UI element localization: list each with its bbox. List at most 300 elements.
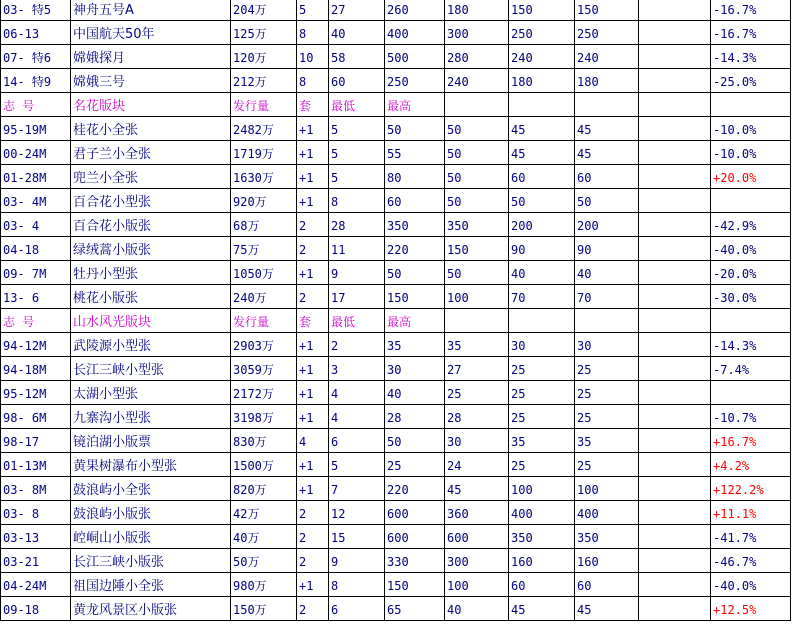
set-count-cell[interactable]: +1 bbox=[297, 357, 329, 381]
stamp-name-cell[interactable]: 桂花小全张 bbox=[71, 117, 231, 141]
high-price-cell[interactable]: 28 bbox=[385, 405, 445, 429]
blank-cell[interactable] bbox=[639, 549, 711, 573]
price-col7-cell[interactable]: 240 bbox=[445, 69, 509, 93]
price-col7-cell[interactable]: 30 bbox=[445, 429, 509, 453]
low-price-cell[interactable]: 8 bbox=[329, 189, 385, 213]
stamp-name-cell[interactable]: 长江三峡小版张 bbox=[71, 549, 231, 573]
high-price-cell[interactable]: 最高 bbox=[385, 309, 445, 333]
set-count-cell[interactable]: 2 bbox=[297, 525, 329, 549]
issue-number-cell[interactable]: 94-12M bbox=[1, 333, 71, 357]
price-col7-cell[interactable]: 50 bbox=[445, 189, 509, 213]
low-price-cell[interactable]: 60 bbox=[329, 69, 385, 93]
circulation-cell[interactable]: 2172万 bbox=[231, 381, 297, 405]
set-count-cell[interactable]: 8 bbox=[297, 69, 329, 93]
high-price-cell[interactable]: 150 bbox=[385, 573, 445, 597]
set-count-cell[interactable]: 2 bbox=[297, 213, 329, 237]
stamp-name-cell[interactable]: 中国航天50年 bbox=[71, 21, 231, 45]
low-price-cell[interactable]: 9 bbox=[329, 261, 385, 285]
table-row bbox=[1, 117, 791, 141]
price-col7-cell[interactable]: 100 bbox=[445, 285, 509, 309]
high-price-cell[interactable]: 350 bbox=[385, 213, 445, 237]
stamp-name-cell[interactable]: 太湖小型张 bbox=[71, 381, 231, 405]
low-price-cell[interactable]: 11 bbox=[329, 237, 385, 261]
price-col9-cell[interactable]: 40 bbox=[575, 261, 639, 285]
stamp-name-cell[interactable]: 武陵源小型张 bbox=[71, 333, 231, 357]
change-percent-cell[interactable] bbox=[711, 93, 791, 117]
change-percent-cell[interactable]: +4.2% bbox=[711, 453, 791, 477]
issue-number-cell[interactable]: 14- 特9 bbox=[1, 69, 71, 93]
stamp-name-cell[interactable]: 九寨沟小型张 bbox=[71, 405, 231, 429]
circulation-cell[interactable]: 980万 bbox=[231, 573, 297, 597]
stamp-name-cell[interactable]: 祖国边陲小全张 bbox=[71, 573, 231, 597]
set-count-cell[interactable]: 2 bbox=[297, 549, 329, 573]
change-percent-cell[interactable]: +122.2% bbox=[711, 477, 791, 501]
price-col9-cell[interactable]: 60 bbox=[575, 573, 639, 597]
circulation-cell[interactable]: 150万 bbox=[231, 597, 297, 621]
low-price-cell[interactable]: 6 bbox=[329, 429, 385, 453]
price-col9-cell[interactable]: 25 bbox=[575, 357, 639, 381]
set-count-cell[interactable]: +1 bbox=[297, 405, 329, 429]
circulation-cell[interactable]: 1500万 bbox=[231, 453, 297, 477]
price-col8-cell[interactable]: 30 bbox=[509, 333, 575, 357]
price-col7-cell[interactable]: 50 bbox=[445, 117, 509, 141]
stamp-name-cell[interactable]: 黄龙风景区小版张 bbox=[71, 597, 231, 621]
blank-cell[interactable] bbox=[639, 213, 711, 237]
blank-cell[interactable] bbox=[639, 93, 711, 117]
price-col9-cell[interactable]: 70 bbox=[575, 285, 639, 309]
price-col7-cell[interactable]: 360 bbox=[445, 501, 509, 525]
price-col7-cell[interactable]: 100 bbox=[445, 573, 509, 597]
change-percent-cell[interactable]: -10.0% bbox=[711, 141, 791, 165]
price-col7-cell[interactable] bbox=[445, 309, 509, 333]
high-price-cell[interactable]: 55 bbox=[385, 141, 445, 165]
price-col9-cell[interactable]: 25 bbox=[575, 381, 639, 405]
blank-cell[interactable] bbox=[639, 453, 711, 477]
price-col9-cell[interactable]: 50 bbox=[575, 189, 639, 213]
price-col8-cell[interactable]: 45 bbox=[509, 141, 575, 165]
price-col7-cell[interactable]: 35 bbox=[445, 333, 509, 357]
change-percent-cell[interactable]: -10.0% bbox=[711, 117, 791, 141]
price-col8-cell[interactable]: 90 bbox=[509, 237, 575, 261]
issue-number-cell[interactable]: 01-28M bbox=[1, 165, 71, 189]
high-price-cell[interactable]: 50 bbox=[385, 117, 445, 141]
issue-number-cell[interactable]: 95-19M bbox=[1, 117, 71, 141]
stamp-name-cell[interactable]: 崆峒山小版张 bbox=[71, 525, 231, 549]
low-price-cell[interactable]: 17 bbox=[329, 285, 385, 309]
stamp-name-cell[interactable]: 嫦娥三号 bbox=[71, 69, 231, 93]
price-col9-cell[interactable]: 250 bbox=[575, 21, 639, 45]
low-price-cell[interactable]: 5 bbox=[329, 141, 385, 165]
circulation-cell[interactable]: 920万 bbox=[231, 189, 297, 213]
blank-cell[interactable] bbox=[639, 573, 711, 597]
blank-cell[interactable] bbox=[639, 189, 711, 213]
stamp-name-cell[interactable]: 黄果树瀑布小型张 bbox=[71, 453, 231, 477]
high-price-cell[interactable]: 50 bbox=[385, 261, 445, 285]
price-col8-cell[interactable]: 25 bbox=[509, 453, 575, 477]
blank-cell[interactable] bbox=[639, 69, 711, 93]
price-col9-cell[interactable]: 100 bbox=[575, 477, 639, 501]
change-percent-cell[interactable] bbox=[711, 189, 791, 213]
blank-cell[interactable] bbox=[639, 477, 711, 501]
set-count-cell[interactable]: 5 bbox=[297, 0, 329, 21]
stamp-name-cell[interactable]: 鼓浪屿小全张 bbox=[71, 477, 231, 501]
high-price-cell[interactable]: 60 bbox=[385, 189, 445, 213]
price-col8-cell[interactable]: 240 bbox=[509, 45, 575, 69]
price-col8-cell[interactable]: 250 bbox=[509, 21, 575, 45]
circulation-cell[interactable]: 2903万 bbox=[231, 333, 297, 357]
high-price-cell[interactable]: 80 bbox=[385, 165, 445, 189]
high-price-cell[interactable]: 330 bbox=[385, 549, 445, 573]
circulation-cell[interactable]: 2482万 bbox=[231, 117, 297, 141]
price-col7-cell[interactable]: 25 bbox=[445, 381, 509, 405]
stamp-name-cell[interactable]: 鼓浪屿小版张 bbox=[71, 501, 231, 525]
set-count-cell[interactable]: +1 bbox=[297, 573, 329, 597]
price-col9-cell[interactable]: 160 bbox=[575, 549, 639, 573]
price-col9-cell[interactable]: 30 bbox=[575, 333, 639, 357]
blank-cell[interactable] bbox=[639, 141, 711, 165]
change-percent-cell[interactable]: -40.0% bbox=[711, 237, 791, 261]
high-price-cell[interactable]: 30 bbox=[385, 357, 445, 381]
price-col8-cell[interactable]: 60 bbox=[509, 165, 575, 189]
change-percent-cell[interactable]: -14.3% bbox=[711, 45, 791, 69]
price-col7-cell[interactable]: 350 bbox=[445, 213, 509, 237]
issue-number-cell[interactable]: 98- 6M bbox=[1, 405, 71, 429]
price-col9-cell[interactable]: 90 bbox=[575, 237, 639, 261]
issue-number-cell[interactable]: 03-21 bbox=[1, 549, 71, 573]
circulation-cell[interactable]: 212万 bbox=[231, 69, 297, 93]
price-col9-cell[interactable]: 35 bbox=[575, 429, 639, 453]
change-percent-cell[interactable]: -20.0% bbox=[711, 261, 791, 285]
price-col8-cell[interactable]: 150 bbox=[509, 0, 575, 21]
table-row bbox=[1, 453, 791, 477]
price-col9-cell[interactable]: 400 bbox=[575, 501, 639, 525]
price-col7-cell[interactable]: 50 bbox=[445, 141, 509, 165]
stamp-name-cell[interactable]: 绿绒蒿小版张 bbox=[71, 237, 231, 261]
price-col7-cell[interactable]: 300 bbox=[445, 549, 509, 573]
stamp-name-cell[interactable]: 神舟五号A bbox=[71, 0, 231, 21]
low-price-cell[interactable]: 28 bbox=[329, 213, 385, 237]
price-col7-cell[interactable]: 40 bbox=[445, 597, 509, 621]
change-percent-cell[interactable] bbox=[711, 381, 791, 405]
section-header-row bbox=[1, 309, 791, 333]
low-price-cell[interactable]: 最低 bbox=[329, 309, 385, 333]
set-count-cell[interactable]: 4 bbox=[297, 429, 329, 453]
high-price-cell[interactable]: 25 bbox=[385, 453, 445, 477]
circulation-cell[interactable]: 1630万 bbox=[231, 165, 297, 189]
issue-number-cell[interactable]: 07- 特6 bbox=[1, 45, 71, 69]
change-percent-cell[interactable]: +12.5% bbox=[711, 597, 791, 621]
circulation-cell[interactable]: 820万 bbox=[231, 477, 297, 501]
price-col7-cell[interactable]: 45 bbox=[445, 477, 509, 501]
change-percent-cell[interactable]: -46.7% bbox=[711, 549, 791, 573]
set-count-cell[interactable]: +1 bbox=[297, 453, 329, 477]
set-count-cell[interactable]: 2 bbox=[297, 597, 329, 621]
price-col9-cell[interactable]: 350 bbox=[575, 525, 639, 549]
stamp-name-cell[interactable]: 山水风光版块 bbox=[71, 309, 231, 333]
circulation-cell[interactable]: 3198万 bbox=[231, 405, 297, 429]
issue-number-cell[interactable]: 03- 4 bbox=[1, 213, 71, 237]
issue-number-cell[interactable]: 04-24M bbox=[1, 573, 71, 597]
set-count-cell[interactable]: +1 bbox=[297, 165, 329, 189]
low-price-cell[interactable]: 5 bbox=[329, 117, 385, 141]
change-percent-cell[interactable]: -42.9% bbox=[711, 213, 791, 237]
blank-cell[interactable] bbox=[639, 45, 711, 69]
blank-cell[interactable] bbox=[639, 357, 711, 381]
price-col7-cell[interactable]: 180 bbox=[445, 0, 509, 21]
issue-number-cell[interactable]: 00-24M bbox=[1, 141, 71, 165]
price-col7-cell[interactable] bbox=[445, 93, 509, 117]
price-col8-cell[interactable]: 45 bbox=[509, 597, 575, 621]
blank-cell[interactable] bbox=[639, 309, 711, 333]
high-price-cell[interactable]: 500 bbox=[385, 45, 445, 69]
price-col9-cell[interactable]: 45 bbox=[575, 597, 639, 621]
circulation-cell[interactable]: 204万 bbox=[231, 0, 297, 21]
table-row bbox=[1, 597, 791, 621]
set-count-cell[interactable]: +1 bbox=[297, 189, 329, 213]
low-price-cell[interactable]: 6 bbox=[329, 597, 385, 621]
stamp-name-cell[interactable]: 镜泊湖小版票 bbox=[71, 429, 231, 453]
circulation-cell[interactable]: 3059万 bbox=[231, 357, 297, 381]
high-price-cell[interactable]: 220 bbox=[385, 237, 445, 261]
low-price-cell[interactable]: 5 bbox=[329, 453, 385, 477]
blank-cell[interactable] bbox=[639, 165, 711, 189]
low-price-cell[interactable]: 7 bbox=[329, 477, 385, 501]
stamp-name-cell[interactable]: 嫦娥探月 bbox=[71, 45, 231, 69]
change-percent-cell[interactable]: -7.4% bbox=[711, 357, 791, 381]
issue-number-cell[interactable]: 98-17 bbox=[1, 429, 71, 453]
table-row bbox=[1, 285, 791, 309]
low-price-cell[interactable]: 12 bbox=[329, 501, 385, 525]
low-price-cell[interactable]: 58 bbox=[329, 45, 385, 69]
issue-number-cell[interactable]: 06-13 bbox=[1, 21, 71, 45]
high-price-cell[interactable]: 600 bbox=[385, 501, 445, 525]
set-count-cell[interactable]: +1 bbox=[297, 117, 329, 141]
price-col7-cell[interactable]: 27 bbox=[445, 357, 509, 381]
stamp-name-cell[interactable]: 牡丹小型张 bbox=[71, 261, 231, 285]
blank-cell[interactable] bbox=[639, 285, 711, 309]
high-price-cell[interactable]: 400 bbox=[385, 21, 445, 45]
change-percent-cell[interactable]: -41.7% bbox=[711, 525, 791, 549]
blank-cell[interactable] bbox=[639, 501, 711, 525]
table-row bbox=[1, 501, 791, 525]
circulation-cell[interactable]: 75万 bbox=[231, 237, 297, 261]
price-col8-cell[interactable]: 25 bbox=[509, 381, 575, 405]
high-price-cell[interactable]: 40 bbox=[385, 381, 445, 405]
low-price-cell[interactable]: 8 bbox=[329, 573, 385, 597]
price-col8-cell[interactable]: 40 bbox=[509, 261, 575, 285]
table-row bbox=[1, 0, 791, 21]
price-col8-cell[interactable]: 200 bbox=[509, 213, 575, 237]
price-col8-cell[interactable]: 70 bbox=[509, 285, 575, 309]
price-col9-cell[interactable]: 60 bbox=[575, 165, 639, 189]
high-price-cell[interactable]: 35 bbox=[385, 333, 445, 357]
circulation-cell[interactable]: 68万 bbox=[231, 213, 297, 237]
table-row bbox=[1, 477, 791, 501]
issue-number-cell[interactable]: 04-18 bbox=[1, 237, 71, 261]
price-col7-cell[interactable]: 28 bbox=[445, 405, 509, 429]
price-col8-cell[interactable]: 400 bbox=[509, 501, 575, 525]
issue-number-cell[interactable]: 03- 8M bbox=[1, 477, 71, 501]
price-col7-cell[interactable]: 50 bbox=[445, 165, 509, 189]
issue-number-cell[interactable]: 03- 8 bbox=[1, 501, 71, 525]
price-col8-cell[interactable]: 50 bbox=[509, 189, 575, 213]
high-price-cell[interactable]: 65 bbox=[385, 597, 445, 621]
table-row bbox=[1, 237, 791, 261]
issue-number-cell[interactable]: 03- 4M bbox=[1, 189, 71, 213]
circulation-cell[interactable]: 1719万 bbox=[231, 141, 297, 165]
high-price-cell[interactable]: 150 bbox=[385, 285, 445, 309]
issue-number-cell[interactable]: 13- 6 bbox=[1, 285, 71, 309]
circulation-cell[interactable]: 50万 bbox=[231, 549, 297, 573]
set-count-cell[interactable]: 10 bbox=[297, 45, 329, 69]
change-percent-cell[interactable]: -16.7% bbox=[711, 21, 791, 45]
set-count-cell[interactable]: 套 bbox=[297, 309, 329, 333]
high-price-cell[interactable]: 600 bbox=[385, 525, 445, 549]
issue-number-cell[interactable]: 94-18M bbox=[1, 357, 71, 381]
price-col9-cell[interactable]: 240 bbox=[575, 45, 639, 69]
change-percent-cell[interactable]: -40.0% bbox=[711, 573, 791, 597]
circulation-cell[interactable]: 发行量 bbox=[231, 93, 297, 117]
price-col9-cell[interactable] bbox=[575, 93, 639, 117]
circulation-cell[interactable]: 发行量 bbox=[231, 309, 297, 333]
price-col7-cell[interactable]: 150 bbox=[445, 237, 509, 261]
price-col9-cell[interactable]: 45 bbox=[575, 141, 639, 165]
table-row bbox=[1, 405, 791, 429]
low-price-cell[interactable]: 最低 bbox=[329, 93, 385, 117]
table-row bbox=[1, 141, 791, 165]
table-row bbox=[1, 525, 791, 549]
change-percent-cell[interactable]: -10.7% bbox=[711, 405, 791, 429]
circulation-cell[interactable]: 42万 bbox=[231, 501, 297, 525]
low-price-cell[interactable]: 4 bbox=[329, 381, 385, 405]
blank-cell[interactable] bbox=[639, 405, 711, 429]
price-col8-cell[interactable]: 60 bbox=[509, 573, 575, 597]
price-col8-cell[interactable]: 350 bbox=[509, 525, 575, 549]
set-count-cell[interactable]: 2 bbox=[297, 285, 329, 309]
set-count-cell[interactable]: +1 bbox=[297, 333, 329, 357]
issue-number-cell[interactable]: 03-13 bbox=[1, 525, 71, 549]
price-col9-cell[interactable]: 200 bbox=[575, 213, 639, 237]
price-col7-cell[interactable]: 600 bbox=[445, 525, 509, 549]
set-count-cell[interactable]: 套 bbox=[297, 93, 329, 117]
price-col8-cell[interactable]: 35 bbox=[509, 429, 575, 453]
blank-cell[interactable] bbox=[639, 0, 711, 21]
price-col7-cell[interactable]: 24 bbox=[445, 453, 509, 477]
price-col8-cell[interactable]: 160 bbox=[509, 549, 575, 573]
blank-cell[interactable] bbox=[639, 261, 711, 285]
set-count-cell[interactable]: +1 bbox=[297, 261, 329, 285]
change-percent-cell[interactable] bbox=[711, 309, 791, 333]
issue-number-cell[interactable]: 95-12M bbox=[1, 381, 71, 405]
set-count-cell[interactable]: 8 bbox=[297, 21, 329, 45]
blank-cell[interactable] bbox=[639, 597, 711, 621]
issue-number-cell[interactable]: 志 号 bbox=[1, 93, 71, 117]
issue-number-cell[interactable]: 09-18 bbox=[1, 597, 71, 621]
low-price-cell[interactable]: 40 bbox=[329, 21, 385, 45]
high-price-cell[interactable]: 260 bbox=[385, 0, 445, 21]
set-count-cell[interactable]: +1 bbox=[297, 477, 329, 501]
price-col8-cell[interactable] bbox=[509, 309, 575, 333]
stamp-name-cell[interactable]: 桃花小版张 bbox=[71, 285, 231, 309]
blank-cell[interactable] bbox=[639, 381, 711, 405]
price-col8-cell[interactable]: 45 bbox=[509, 117, 575, 141]
blank-cell[interactable] bbox=[639, 525, 711, 549]
set-count-cell[interactable]: +1 bbox=[297, 381, 329, 405]
low-price-cell[interactable]: 27 bbox=[329, 0, 385, 21]
price-col8-cell[interactable]: 25 bbox=[509, 357, 575, 381]
price-col8-cell[interactable]: 25 bbox=[509, 405, 575, 429]
change-percent-cell[interactable]: -30.0% bbox=[711, 285, 791, 309]
price-col9-cell[interactable]: 150 bbox=[575, 0, 639, 21]
price-col9-cell[interactable] bbox=[575, 309, 639, 333]
high-price-cell[interactable]: 220 bbox=[385, 477, 445, 501]
circulation-cell[interactable]: 125万 bbox=[231, 21, 297, 45]
blank-cell[interactable] bbox=[639, 21, 711, 45]
high-price-cell[interactable]: 50 bbox=[385, 429, 445, 453]
change-percent-cell[interactable]: -14.3% bbox=[711, 333, 791, 357]
circulation-cell[interactable]: 120万 bbox=[231, 45, 297, 69]
price-col9-cell[interactable]: 180 bbox=[575, 69, 639, 93]
blank-cell[interactable] bbox=[639, 333, 711, 357]
blank-cell[interactable] bbox=[639, 117, 711, 141]
circulation-cell[interactable]: 1050万 bbox=[231, 261, 297, 285]
price-col9-cell[interactable]: 45 bbox=[575, 117, 639, 141]
price-col8-cell[interactable] bbox=[509, 93, 575, 117]
circulation-cell[interactable]: 830万 bbox=[231, 429, 297, 453]
issue-number-cell[interactable]: 03- 特5 bbox=[1, 0, 71, 21]
price-col9-cell[interactable]: 25 bbox=[575, 405, 639, 429]
change-percent-cell[interactable]: +11.1% bbox=[711, 501, 791, 525]
stamp-name-cell[interactable]: 名花版块 bbox=[71, 93, 231, 117]
set-count-cell[interactable]: +1 bbox=[297, 141, 329, 165]
circulation-cell[interactable]: 240万 bbox=[231, 285, 297, 309]
set-count-cell[interactable]: 2 bbox=[297, 501, 329, 525]
table-row bbox=[1, 333, 791, 357]
issue-number-cell[interactable]: 01-13M bbox=[1, 453, 71, 477]
stamp-name-cell[interactable]: 百合花小型张 bbox=[71, 189, 231, 213]
circulation-cell[interactable]: 40万 bbox=[231, 525, 297, 549]
set-count-cell[interactable]: 2 bbox=[297, 237, 329, 261]
low-price-cell[interactable]: 3 bbox=[329, 357, 385, 381]
issue-number-cell[interactable]: 09- 7M bbox=[1, 261, 71, 285]
low-price-cell[interactable]: 9 bbox=[329, 549, 385, 573]
change-percent-cell[interactable]: +16.7% bbox=[711, 429, 791, 453]
low-price-cell[interactable]: 5 bbox=[329, 165, 385, 189]
stamp-name-cell[interactable]: 君子兰小全张 bbox=[71, 141, 231, 165]
table-row bbox=[1, 165, 791, 189]
price-col9-cell[interactable]: 25 bbox=[575, 453, 639, 477]
low-price-cell[interactable]: 2 bbox=[329, 333, 385, 357]
price-col7-cell[interactable]: 300 bbox=[445, 21, 509, 45]
price-col7-cell[interactable]: 50 bbox=[445, 261, 509, 285]
low-price-cell[interactable]: 15 bbox=[329, 525, 385, 549]
high-price-cell[interactable]: 250 bbox=[385, 69, 445, 93]
stamp-name-cell[interactable]: 百合花小版张 bbox=[71, 213, 231, 237]
change-percent-cell[interactable]: +20.0% bbox=[711, 165, 791, 189]
blank-cell[interactable] bbox=[639, 237, 711, 261]
price-col8-cell[interactable]: 180 bbox=[509, 69, 575, 93]
change-percent-cell[interactable]: -16.7% bbox=[711, 0, 791, 21]
change-percent-cell[interactable]: -25.0% bbox=[711, 69, 791, 93]
price-col7-cell[interactable]: 280 bbox=[445, 45, 509, 69]
blank-cell[interactable] bbox=[639, 429, 711, 453]
high-price-cell[interactable]: 最高 bbox=[385, 93, 445, 117]
stamp-name-cell[interactable]: 兜兰小全张 bbox=[71, 165, 231, 189]
price-col8-cell[interactable]: 100 bbox=[509, 477, 575, 501]
low-price-cell[interactable]: 4 bbox=[329, 405, 385, 429]
issue-number-cell[interactable]: 志 号 bbox=[1, 309, 71, 333]
stamp-name-cell[interactable]: 长江三峡小型张 bbox=[71, 357, 231, 381]
